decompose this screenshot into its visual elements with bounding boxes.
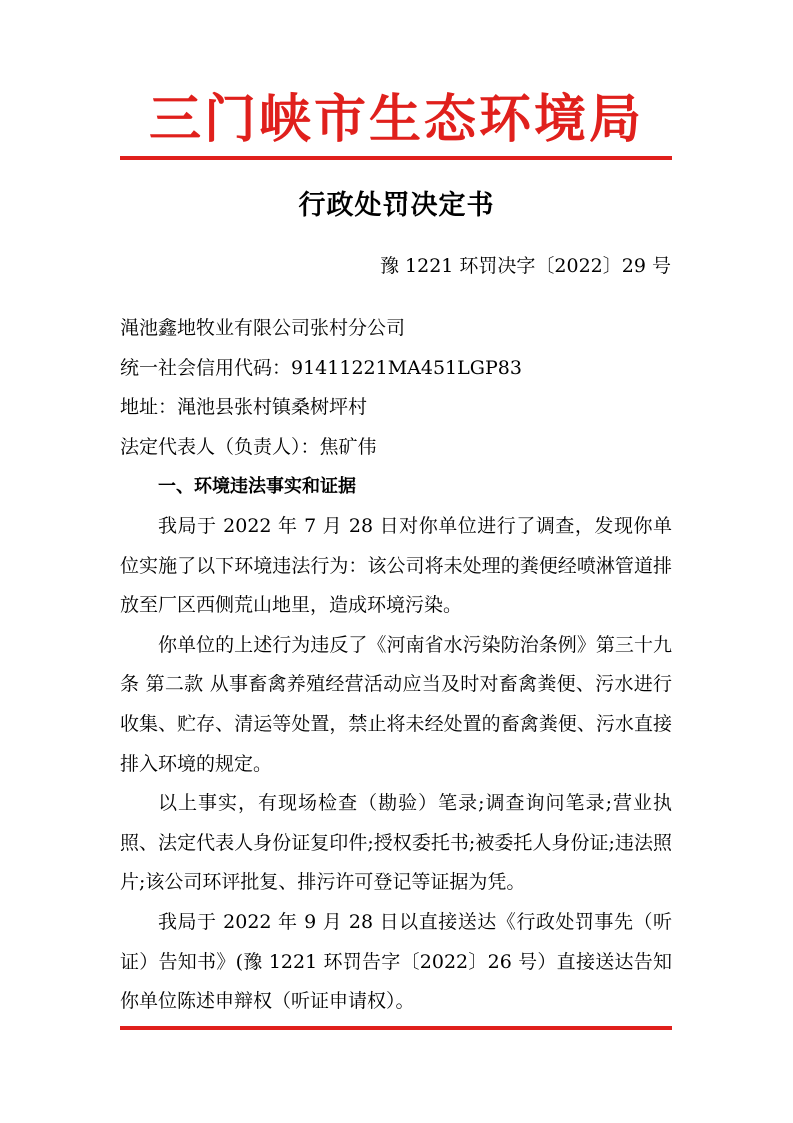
party-credit-code: 统一社会信用代码：91411221MA451LGP83 [120,356,522,379]
header-red-rule [120,156,672,160]
paragraph-investigation: 我局于 2022 年 7 月 28 日对你单位进行了调查，发现你单位实施了以下环境违法行为：该公司将未处理的粪便经喷淋管道排放至厂区西侧荒山地里，造成环境污染。 [120,514,672,617]
party-company-name: 渑池鑫地牧业有限公司张村分公司 [120,317,406,339]
document-body [120,309,672,1022]
organization-title: 三门峡市生态环境局 [148,89,644,150]
document-number: 豫 1221 环罚决字〔2022〕29 号 [379,255,671,277]
paragraph-legal-basis: 你单位的上述行为违反了《河南省水污染防治条例》第三十九条 第二款 从事畜禽养殖经营活动应当及时对畜禽粪便、污水进行收集、贮存、清运等处置，禁止将未经处置的畜禽粪便、污水直接排入环境的规定。 [120,633,672,775]
document-title: 行政处罚决定书 [298,190,495,221]
footer-red-rule [120,1026,672,1030]
party-address: 地址：渑池县张村镇桑树坪村 [120,396,368,419]
paragraph-notice-delivery: 我局于 2022 年 9 月 28 日以直接送达《行政处罚事先（听证）告知书》(豫 1221 环罚告字〔2022〕26 号）直接送达告知你单位陈述申辩权（听证申请权）。 [120,910,672,1013]
party-legal-representative: 法定代表人（负责人）：焦矿伟 [120,435,377,458]
paragraph-evidence: 以上事实，有现场检查（勘验）笔录;调查询问笔录;营业执照、法定代表人身份证复印件;授权委托书;被委托人身份证;违法照片;该公司环评批复、排污许可登记等证据为凭。 [120,792,672,894]
section-heading-violation-facts: 一、环境违法事实和证据 [158,476,356,498]
